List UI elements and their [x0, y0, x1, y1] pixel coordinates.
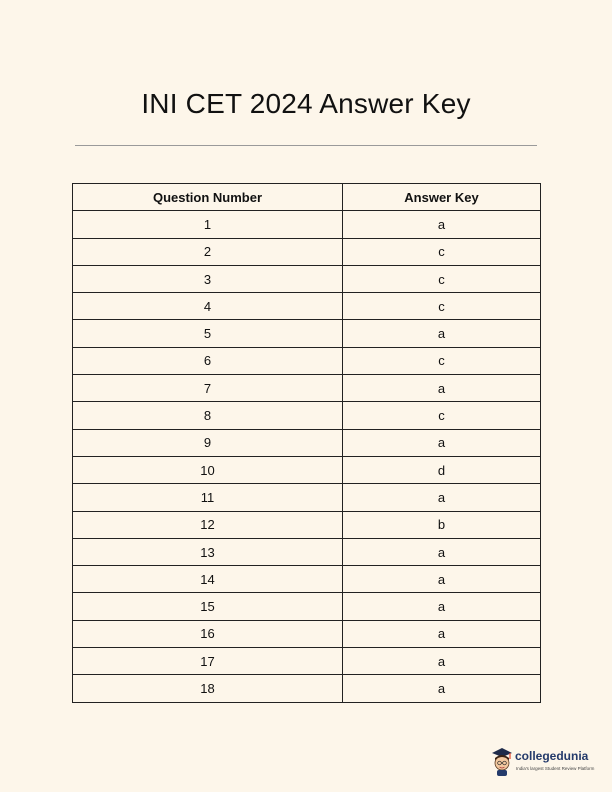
question-number-cell: 1 — [73, 211, 343, 238]
table-row — [73, 402, 541, 429]
answer-key-cell: b — [343, 511, 541, 538]
question-number-cell: 5 — [73, 320, 343, 347]
answer-key-cell: c — [343, 265, 541, 292]
brand-tagline: India's largest Student Review Platform — [516, 766, 595, 771]
table-row — [73, 511, 541, 538]
question-number-cell: 2 — [73, 238, 343, 265]
answer-key-cell: c — [343, 238, 541, 265]
question-number-cell: 12 — [73, 511, 343, 538]
answer-key-cell: a — [343, 675, 541, 702]
table-header-row — [73, 184, 541, 211]
header-answer-key: Answer Key — [343, 184, 541, 211]
question-number-cell: 10 — [73, 456, 343, 483]
table-row — [73, 484, 541, 511]
table-row — [73, 347, 541, 374]
answer-key-cell: d — [343, 456, 541, 483]
answer-key-cell: a — [343, 429, 541, 456]
answer-key-cell: a — [343, 320, 541, 347]
table-row — [73, 620, 541, 647]
answer-key-table — [72, 183, 541, 703]
table-row — [73, 456, 541, 483]
table-row — [73, 375, 541, 402]
question-number-cell: 14 — [73, 566, 343, 593]
question-number-cell: 18 — [73, 675, 343, 702]
page-title: INI CET 2024 Answer Key — [141, 88, 471, 119]
table-row — [73, 265, 541, 292]
brand-name: collegedunia — [515, 749, 589, 763]
table-row — [73, 320, 541, 347]
question-number-cell: 9 — [73, 429, 343, 456]
answer-key-cell: a — [343, 620, 541, 647]
answer-key-cell: c — [343, 402, 541, 429]
question-number-cell: 4 — [73, 293, 343, 320]
table-row — [73, 538, 541, 565]
question-number-cell: 8 — [73, 402, 343, 429]
answer-key-cell: a — [343, 566, 541, 593]
question-number-cell: 11 — [73, 484, 343, 511]
table-row — [73, 648, 541, 675]
header-question-number: Question Number — [73, 184, 343, 211]
collegedunia-logo — [490, 746, 602, 776]
title-divider — [75, 145, 537, 146]
answer-key-cell: a — [343, 648, 541, 675]
table-row — [73, 238, 541, 265]
answer-key-cell: a — [343, 211, 541, 238]
answer-key-cell: a — [343, 538, 541, 565]
table-row — [73, 211, 541, 238]
question-number-cell: 15 — [73, 593, 343, 620]
question-number-cell: 7 — [73, 375, 343, 402]
graduate-mascot-icon — [490, 746, 514, 776]
table-row — [73, 429, 541, 456]
table-row — [73, 593, 541, 620]
question-number-cell: 16 — [73, 620, 343, 647]
table-row — [73, 293, 541, 320]
table-row — [73, 566, 541, 593]
answer-key-cell: c — [343, 347, 541, 374]
answer-key-cell: a — [343, 375, 541, 402]
question-number-cell: 6 — [73, 347, 343, 374]
answer-key-cell: c — [343, 293, 541, 320]
question-number-cell: 17 — [73, 648, 343, 675]
table-row — [73, 675, 541, 702]
question-number-cell: 13 — [73, 538, 343, 565]
question-number-cell: 3 — [73, 265, 343, 292]
answer-key-cell: a — [343, 593, 541, 620]
answer-key-cell: a — [343, 484, 541, 511]
